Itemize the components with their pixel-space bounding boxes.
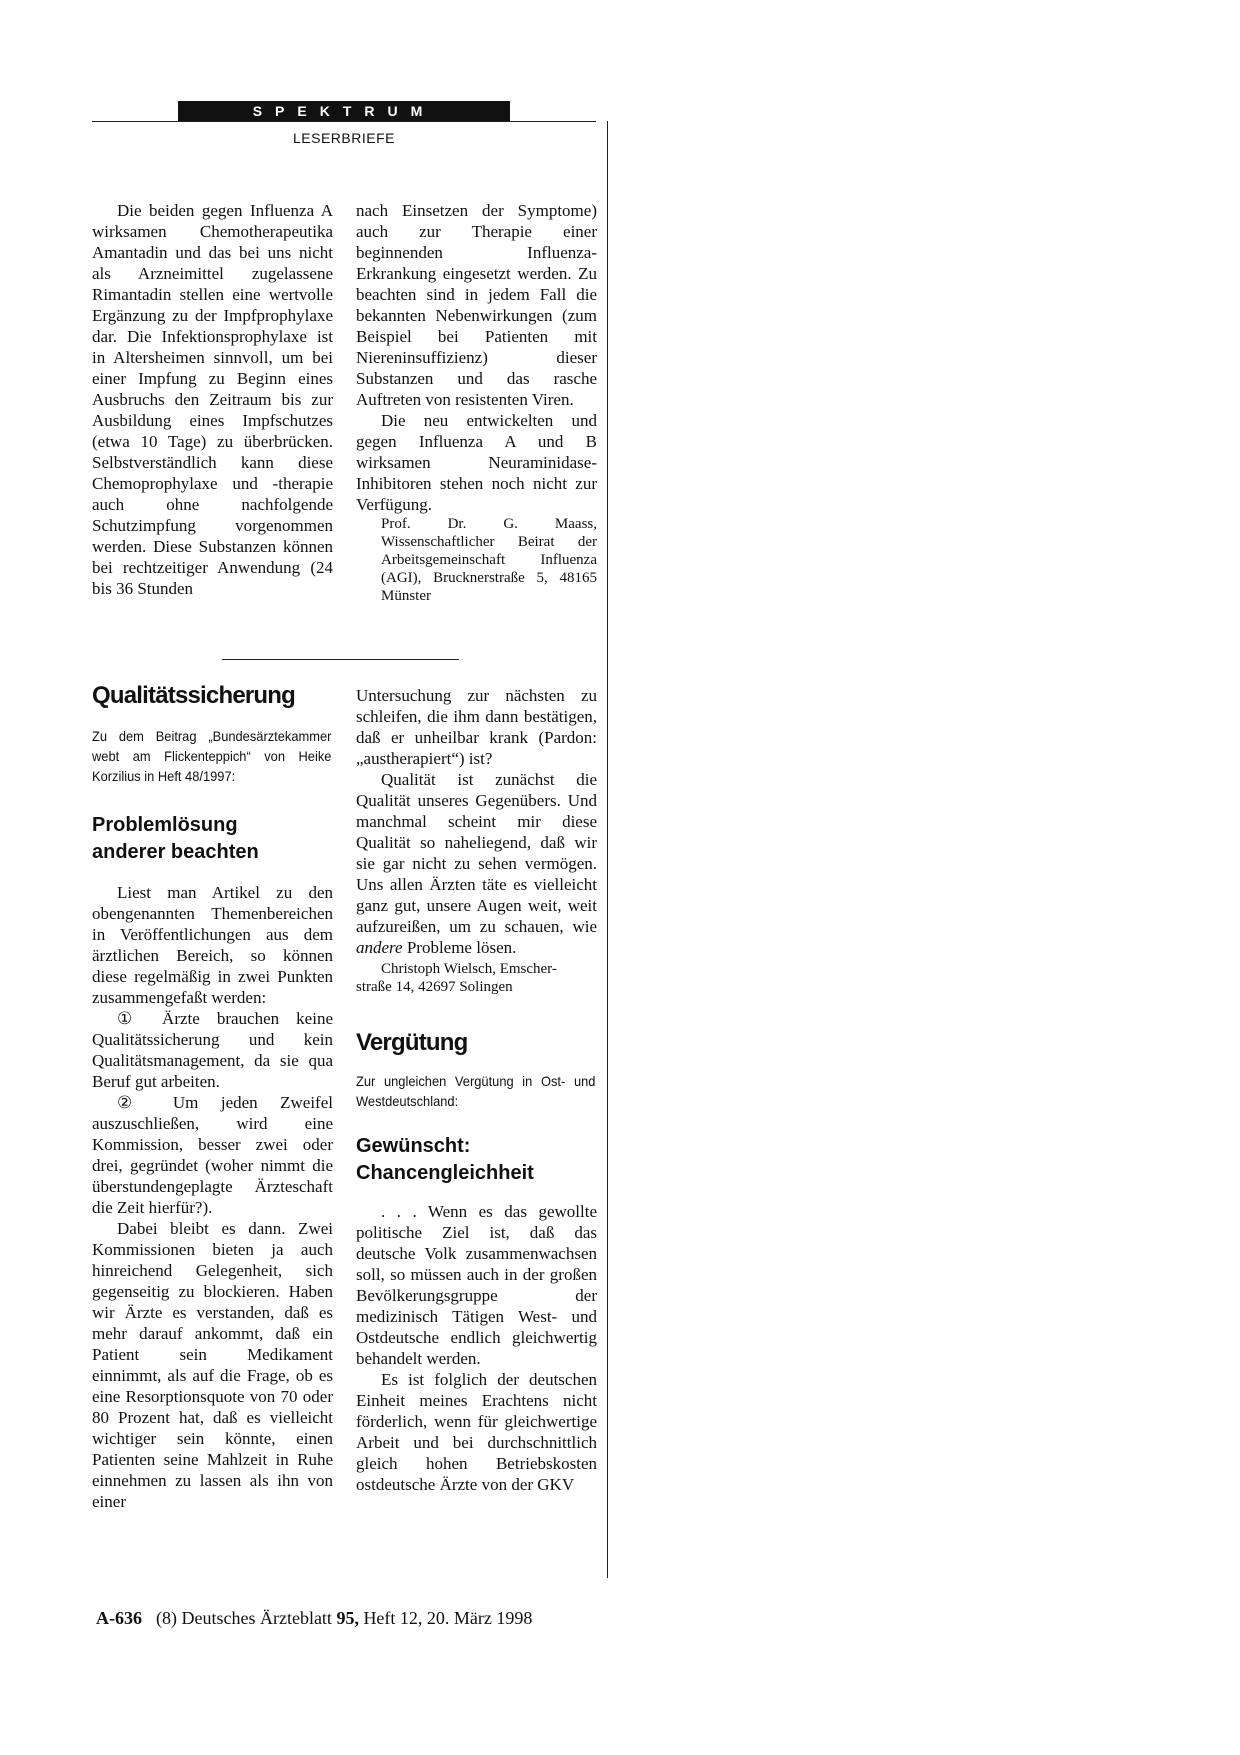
article1-emphasis: andere [356,938,403,957]
subsection-header: LESERBRIEFE [293,130,395,146]
article1-subtitle-line-1: Problemlösung [92,814,238,836]
article1-column-1 [92,682,333,1512]
column-divider [607,121,608,1578]
footer-volume: 95, [336,1608,359,1628]
article-separator [222,659,459,660]
article1-paragraph [356,769,597,958]
article1-intro: Zu dem Beitrag „Bundesärztekammer webt am Flickenteppich“ von Heike Korzilius in Heft 48/1997: [92,728,332,784]
article2-intro: Zur ungleichen Vergütung in Ost- und Westdeutschland: [356,1073,596,1109]
top-letter-paragraph: nach Einsetzen der Symptome) auch zur Therapie einer beginnenden Influenza-Erkrankung eingesetzt werden. Zu beachten sind in jedem Fall die bekannten Nebenwirkungen (zum Beispiel bei Patienten mit Niereninsuffizienz) dieser Substanzen und das rasche Auftreten von resistenten Viren. [356,201,597,409]
top-letter-column-2 [356,200,597,605]
article1-signature-line: Christoph Wielsch, Emscher- [381,961,557,977]
article-column-2 [356,685,597,1495]
article2-subtitle-line-2: Chancengleichheit [356,1162,534,1184]
article1-title: Qualitätssicherung [92,682,295,709]
article2-subtitle-line-1: Gewünscht: [356,1135,471,1157]
article2-paragraph: . . . Wenn es das gewollte politische Ziel ist, daß das deutsche Volk zusammenwachsen soll, so müssen auch in der großen Bevölkerungsgruppe der medizinisch Tätigen West- und Ostdeutsche endlich gleichwertig behandelt werden. [356,1202,597,1368]
top-letter-paragraph: Die neu entwickelten und gegen Influenza A und B wirksamen Neuraminidase-Inhibitoren stehen noch nicht zur Verfügung. [356,411,597,514]
footer-citation: (8) Deutsches Ärzteblatt [156,1608,337,1628]
article1-paragraph: Dabei bleibt es dann. Zwei Kommissionen bieten ja auch hinreichend Gelegenheit, sich gegenseitig zu blockieren. Haben wir Ärzte es verstanden, daß es mehr darauf ankommt, daß ein Patient sein Medikament einnimmt, als auf die Frage, ob es eine Resorptionsquote von 70 oder 80 Prozent hat, daß es vielleicht wichtiger sein könnte, einen Patienten seine Mahlzeit in Ruhe einnehmen zu lassen als ihn von einer [92,1219,333,1511]
page-footer [96,1608,532,1629]
header-rule [92,121,596,122]
article1-paragraph: ② Um jeden Zweifel auszuschließen, wird eine Kommission, besser zwei oder drei, gegründet (woher nimmt die überstundengeplagte Ärzteschaft die Zeit hierfür?). [92,1093,333,1217]
article2-title: Vergütung [356,1029,468,1056]
top-letter-column-1 [92,200,333,599]
article1-paragraph: Liest man Artikel zu den obengenannten Themenbereichen in Veröffentlichungen aus dem ärztlichen Bereich, so können diese regelmäßig in zwei Punkten zusammengefaßt werden: [92,883,333,1007]
top-letter-paragraph: Die beiden gegen Influenza A wirksamen Chemotherapeutika Amantadin und das bei uns nicht als Arzneimittel zugelassene Rimantadin stellen eine wertvolle Ergänzung zu der Impfprophylaxe dar. Die Infektionsprophylaxe ist in Altersheimen sinnvoll, um bei einer Impfung zu Beginn eines Ausbruchs den Zeitraum bis zur Ausbildung eines Impfschutzes (etwa 10 Tage) zu überbrücken. Selbstverständlich kann diese Chemoprophylaxe und -therapie auch ohne nachfolgende Schutzimpfung vorgenommen werden. Diese Substanzen können bei rechtzeitiger Anwendung (24 bis 36 Stunden [92,201,333,598]
page-number: A-636 [96,1608,142,1628]
article2-paragraph: Es ist folglich der deutschen Einheit meines Erachtens nicht förderlich, wenn für gleichwertige Arbeit und bei durchschnittlich gleich hohen Betriebskosten ostdeutsche Ärzte von der GKV [356,1370,597,1494]
article1-subtitle-line-2: anderer beachten [92,841,259,863]
top-letter-signature: Prof. Dr. G. Maass, Wissenschaftlicher Beirat der Arbeitsgemeinschaft Influenza (AGI), Brucknerstraße 5, 48165 Münster [381,516,597,604]
article1-paragraph: ① Ärzte brauchen keine Qualitätssicherung und kein Qualitätsmanagement, da sie qua Beruf gut arbeiten. [92,1009,333,1091]
footer-citation: Heft 12, 20. März 1998 [358,1608,533,1628]
article1-text: Probleme lösen. [402,938,517,957]
section-header: SPEKTRUM [178,101,510,122]
article1-paragraph: Untersuchung zur nächsten zu schleifen, die ihm dann bestätigen, daß er unheilbar krank (Pardon: „austherapiert“) ist? [356,686,597,768]
article1-text: Qualität ist zunächst die Qualität unseres Gegenübers. Und manchmal scheint mir diese Qualität so naheliegend, daß wir sie gar nicht zu sehen vermögen. Uns allen Ärzten täte es vielleicht ganz gut, unsere Augen weit, weit aufzureißen, um zu schauen, wie [356,770,597,936]
article1-signature-line: straße 14, 42697 Solingen [356,979,513,995]
